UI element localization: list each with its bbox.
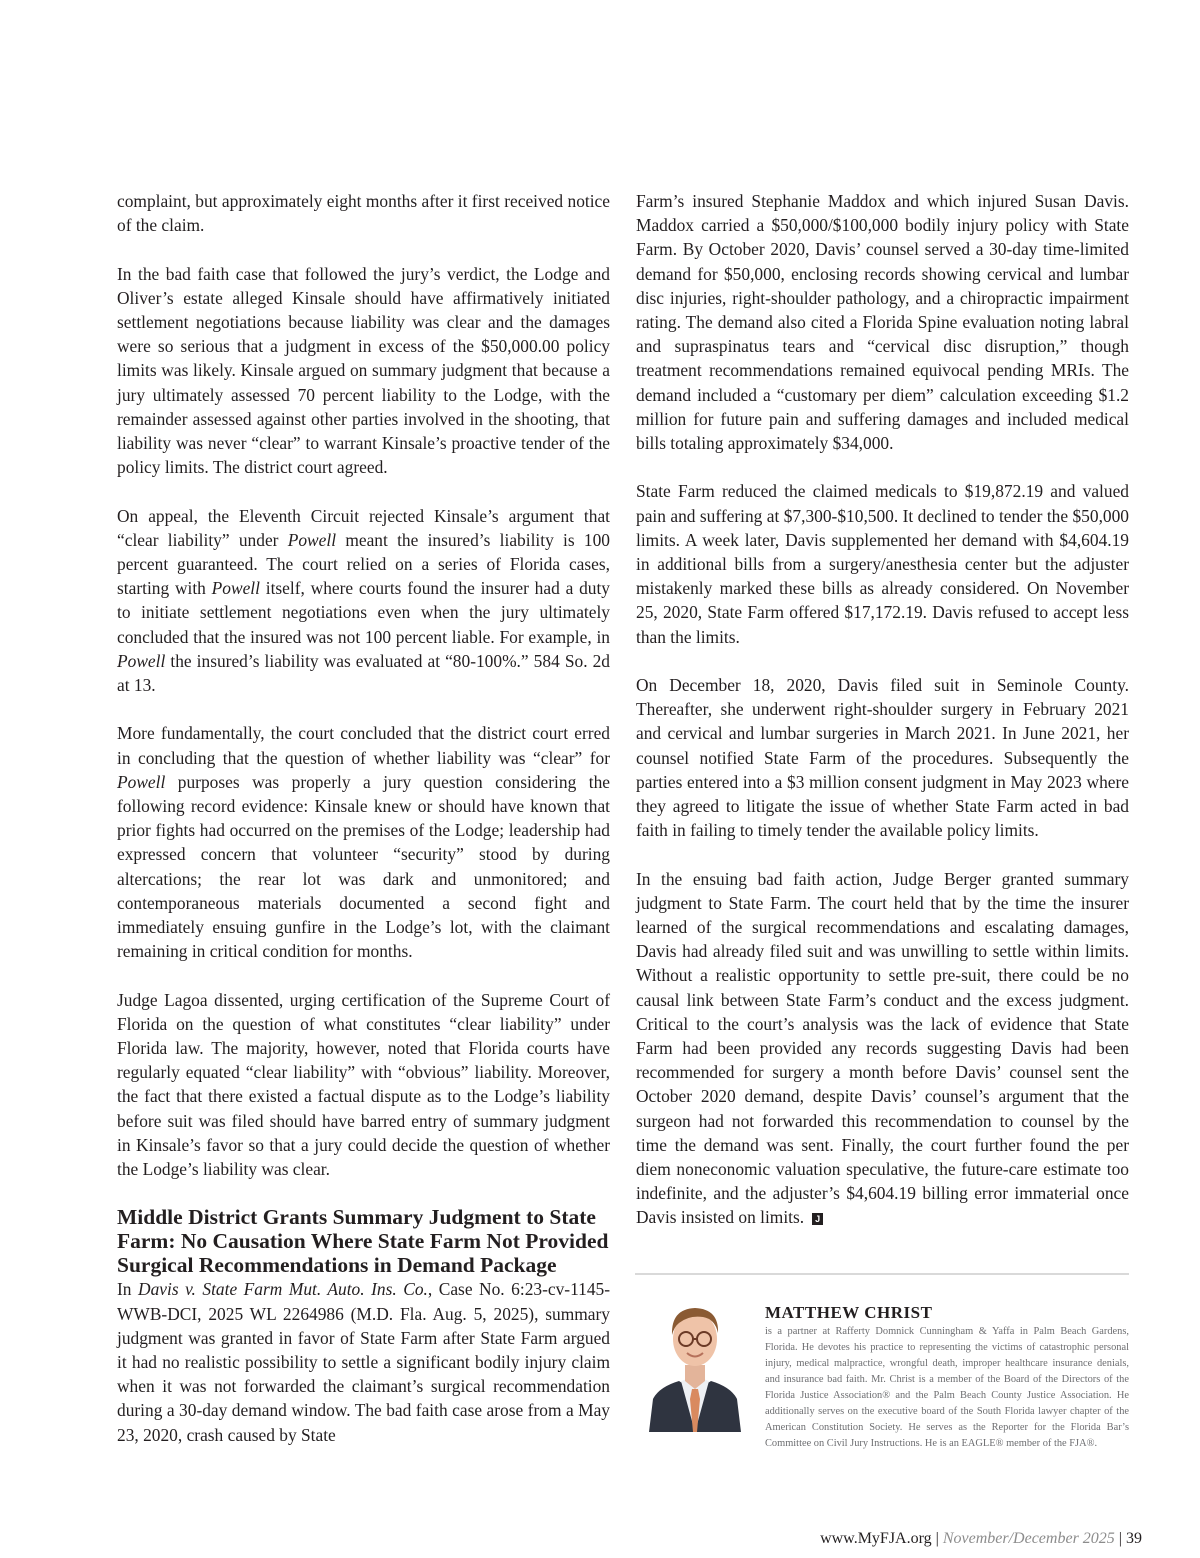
author-description: is a partner at Rafferty Domnick Cunningham & Yaffa in Palm Beach Gardens, Florida. He devotes his practice to representing the victims of catastrophic personal injury, medical malpractice, wrongful death, improper healthcare insurance denials, and insurance bad faith. Mr. Christ is a member of the Board of the Directors of the Florida Justice Association® and the Palm Beach County Justice Association. He additionally serves on the executive board of the South Florida lawyer chapter of the American Constitution Society. He serves as the Reporter for the Florida Bar’s Committee on Civil Jury Instructions. He is an EAGLE® member of the FJA®.: [765, 1326, 1129, 1449]
paragraph: In the ensuing bad faith action, Judge Berger granted summary judgment to State Farm. The court held that by the time the insurer learned of the surgical recommendations and escalating damages, Davis had already filed suit and was unwilling to settle within limits. Without a realistic opportunity to settle pre-suit, there could be no causal link between State Farm’s conduct and the excess judgment. Critical to the court’s analysis was the lack of evidence that State Farm had been provided any records suggesting Davis had been recommended for surgery a month before Davis’ counsel sent the October 2020 demand, despite Davis’ counsel’s argument that the surgeon had not forwarded this recommendation to counsel by the time the demand was sent. Finally, the court further found the per diem noneconomic valuation speculative, the future-care estimate too indefinite, and the adjuster’s $4,604.19 billing error immaterial once Davis insisted on limits. J: [636, 868, 1129, 1228]
paragraph: Judge Lagoa dissented, urging certification of the Supreme Court of Florida on the question of what constitutes “clear liability” under Florida law. The majority, however, noted that Florida courts have regularly equated “clear liability” with “obvious” liability. Moreover, the fact that there existed a factual dispute as to the Lodge’s liability before suit was filed should have barred entry of summary judgment in Kinsale’s favor so that a jury could decide the question of whether the Lodge’s liability was clear.: [117, 989, 610, 1180]
paragraph: In the bad faith case that followed the jury’s verdict, the Lodge and Oliver’s estate alleged Kinsale should have affirmatively initiated settlement negotiations because liability was clear and the damages were so serious that a judgment in excess of the $50,000.00 policy limits was likely. Kinsale argued on summary judgment that because a jury ultimately assessed 70 percent liability to the Lodge, with the remainder assessed against other parties involved in the shooting, that liability was never “clear” to warrant Kinsale’s proactive tender of the policy limits. The district court agreed.: [117, 263, 610, 478]
footer-separator: |: [1118, 1530, 1122, 1547]
paragraph: State Farm reduced the claimed medicals to $19,872.19 and valued pain and suffering at $7,300-$10,500. It declined to tender the $50,000 limits. A week later, Davis supplemented her demand with $4,604.19 in additional bills from a surgery/anesthesia center but the adjuster mistakenly marked these bills as already considered. On November 25, 2020, State Farm offered $17,172.19. Davis refused to accept less than the limits.: [636, 481, 1129, 647]
paragraph: complaint, but approximately eight months after it first received notice of the claim.: [117, 191, 610, 236]
left-column: [117, 189, 610, 1447]
paragraph: Farm’s insured Stephanie Maddox and which injured Susan Davis. Maddox carried a $50,000/$100,000 bodily injury policy with State Farm. By October 2020, Davis’ counsel served a 30-day time-limited demand for $50,000, enclosing records showing cervical and lumbar disc injuries, right-shoulder pathology, and a chiropractic impairment rating. The demand also cited a Florida Spine evaluation noting labral and supraspinatus tears and “cervical disc disruption,” though treatment recommendations remained equivocal pending MRIs. The demand included a “customary per diem” calculation exceeding $1.2 million for future pain and suffering damages and included medical bills totaling approximately $34,000.: [636, 191, 1129, 454]
section-heading: Middle District Grants Summary Judgment to State Farm: No Causation Where State Farm Not Provided Surgical Recommendations in Demand Package: [117, 1205, 609, 1278]
paragraph: In Davis v. State Farm Mut. Auto. Ins. Co., Case No. 6:23-cv-1145-WWB-DCI, 2025 WL 2264986 (M.D. Fla. Aug. 5, 2025), summary judgment was granted in favor of State Farm after State Farm argued it had no realistic possibility to settle a significant bodily injury claim when it was not forwarded the claimant’s surgical recommendation during a 30-day demand window. The bad faith case arose from a May 23, 2020, crash caused by State: [117, 1279, 611, 1445]
paragraph: On December 18, 2020, Davis filed suit in Seminole County. Thereafter, she underwent right-shoulder surgery in February 2021 and cervical and lumbar surgeries in March 2021. In June 2021, her counsel notified State Farm of the procedures. Subsequently the parties entered into a $3 million consent judgment in May 2023 where they agreed to litigate the issue of whether State Farm acted in bad faith in failing to timely tender the available policy limits.: [636, 675, 1129, 841]
author-bio-text: [765, 1303, 1129, 1452]
author-name: MATTHEW CHRIST: [765, 1303, 933, 1322]
author-bio: [635, 1273, 1129, 1449]
right-column: [636, 189, 1129, 1230]
paragraph: On appeal, the Eleventh Circuit rejected Kinsale’s argument that “clear liability” under Powell meant the insured’s liability is 100 percent guaranteed. The court relied on a series of Florida cases, starting with Powell itself, where courts found the insurer had a duty to initiate settlement negotiations even when the jury ultimately concluded that the insured was not 100 percent liable. For example, in Powell the insured’s liability was evaluated at “80-100%.” 584 So. 2d at 13.: [117, 505, 610, 696]
website-link[interactable]: www.MyFJA.org: [820, 1530, 932, 1547]
footer-separator: |: [935, 1530, 939, 1547]
author-portrait: [645, 1287, 745, 1432]
end-of-article-icon: J: [812, 1213, 823, 1225]
issue-date: November/December 2025: [942, 1530, 1115, 1547]
page-footer: [820, 1530, 1142, 1548]
page-number: 39: [1126, 1530, 1142, 1547]
paragraph: More fundamentally, the court concluded that the district court erred in concluding that the question of whether liability was “clear” for Powell purposes was properly a jury question considering the following record evidence: Kinsale knew or should have known that prior fights had occurred on the premises of the Lodge; leadership had expressed concern that volunteer “security” stood by during altercations; the rear lot was dark and unmonitored; and contemporaneous materials documented a second fight and immediately ensuing gunfire in the Lodge’s lot, with the claimant remaining in critical condition for months.: [117, 723, 610, 962]
